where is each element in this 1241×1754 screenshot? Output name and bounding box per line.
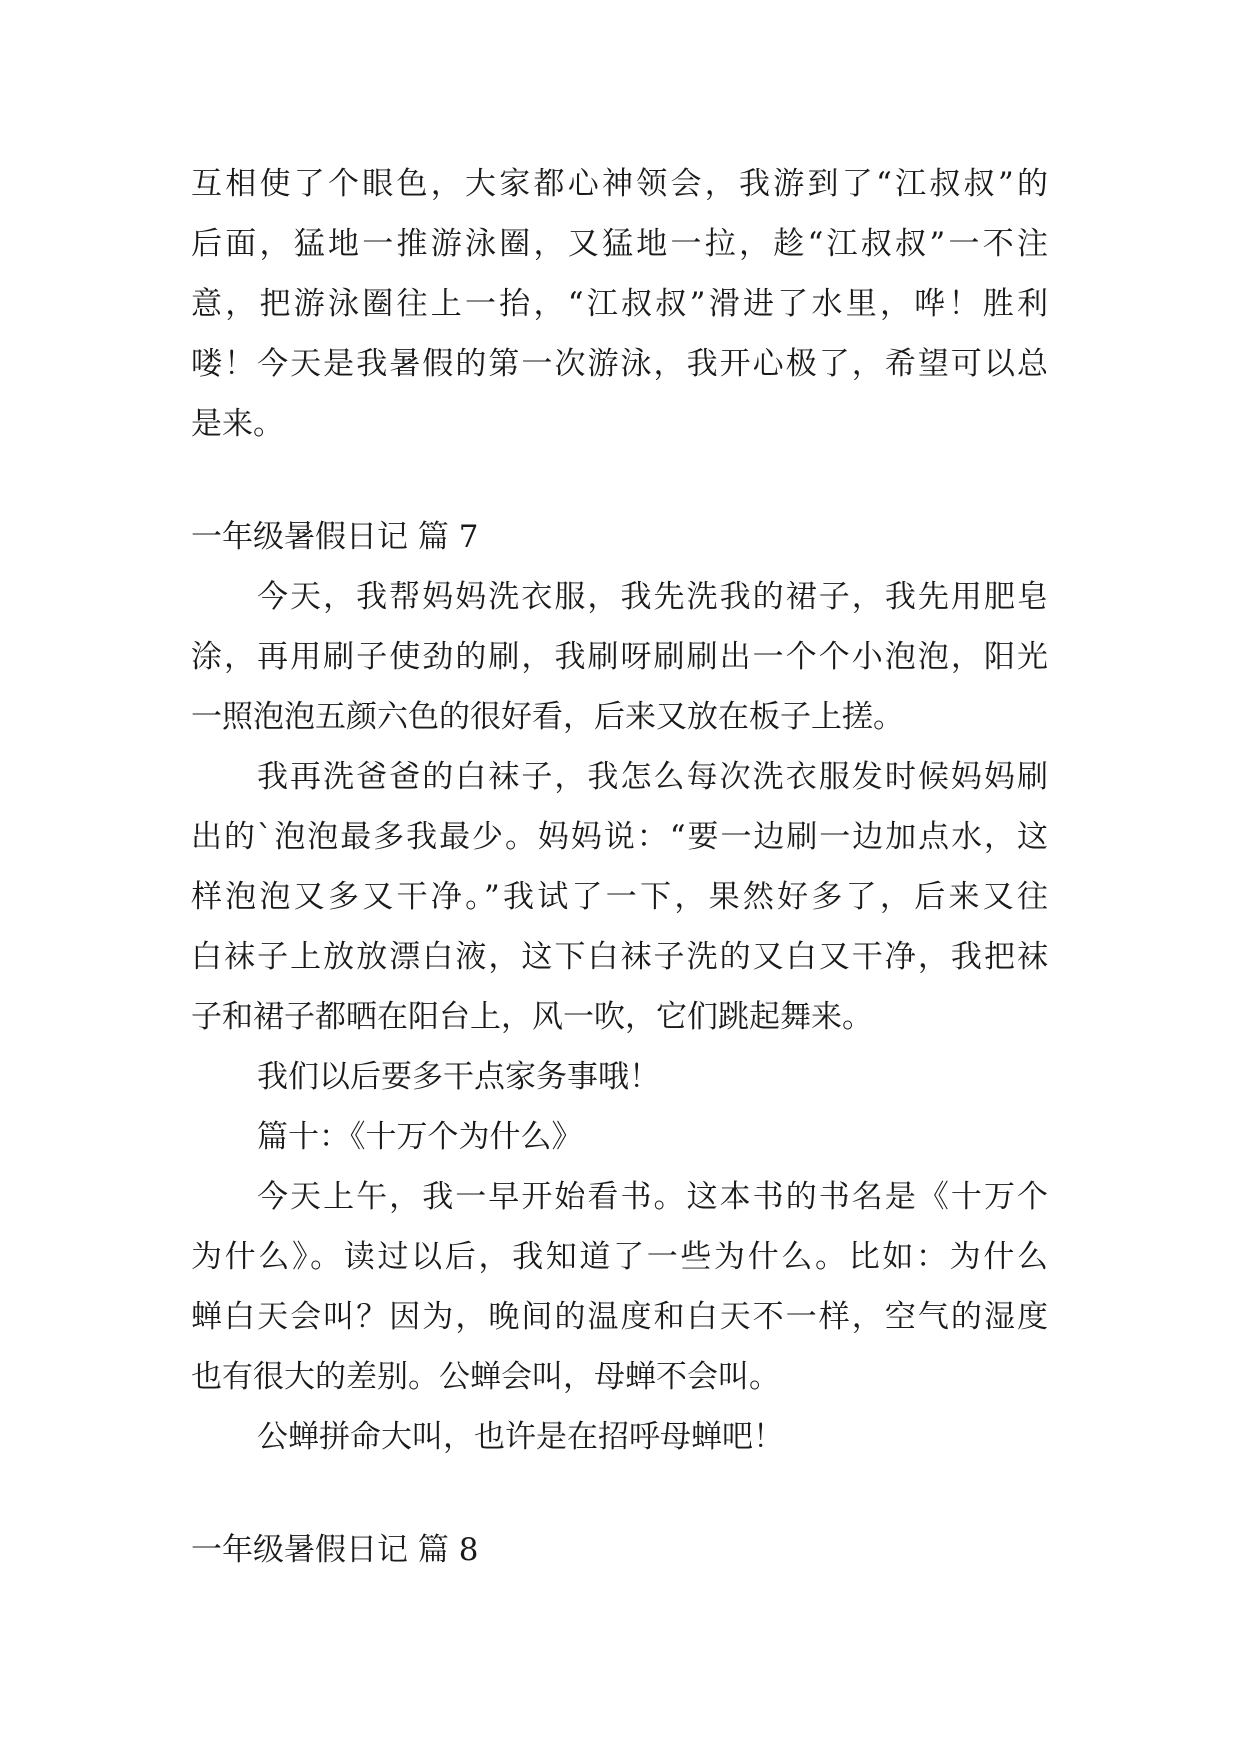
paragraph-line: 喽！今天是我暑假的第一次游泳，我开心极了，希望可以总 (191, 346, 1048, 382)
subtitle-line: 篇十：《十万个为什么》 (257, 1119, 583, 1155)
paragraph-line: 子和裙子都晒在阳台上，风一吹，它们跳起舞来。 (191, 999, 873, 1035)
section-heading-8: 一年级暑假日记 篇 8 (191, 1532, 479, 1568)
paragraph-line: 为什么》。读过以后，我知道了一些为什么。比如：为什么 (191, 1239, 1048, 1275)
paragraph-line: 白袜子上放放漂白液，这下白袜子洗的又白又干净，我把袜 (191, 939, 1048, 975)
paragraph-line: 也有很大的差别。公蝉会叫，母蝉不会叫。 (191, 1359, 780, 1395)
paragraph-line: 我再洗爸爸的白袜子，我怎么每次洗衣服发时候妈妈刷 (257, 759, 1048, 795)
paragraph-line: 公蝉拼命大叫，也许是在招呼母蝉吧！ (257, 1419, 784, 1455)
paragraph-line: 出的`泡泡最多我最少。妈妈说：“要一边刷一边加点水，这 (191, 819, 1048, 855)
paragraph-line: 今天上午，我一早开始看书。这本书的书名是《十万个 (257, 1179, 1048, 1215)
paragraph-line: 蝉白天会叫？因为，晚间的温度和白天不一样，空气的湿度 (191, 1299, 1048, 1335)
paragraph-line: 意，把游泳圈往上一抬，“江叔叔”滑进了水里，哗！胜利 (191, 286, 1048, 322)
paragraph-line: 涂，再用刷子使劲的刷，我刷呀刷刷出一个个小泡泡，阳光 (191, 639, 1048, 675)
paragraph-line: 后面，猛地一推游泳圈，又猛地一拉，趁“江叔叔”一不注 (191, 226, 1048, 262)
paragraph-line: 是来。 (191, 406, 284, 442)
section-heading-7: 一年级暑假日记 篇 7 (191, 519, 479, 555)
paragraph-line: 样泡泡又多又干净。”我试了一下，果然好多了，后来又往 (191, 879, 1048, 915)
paragraph-line: 我们以后要多干点家务事哦！ (257, 1059, 660, 1095)
paragraph-line: 互相使了个眼色，大家都心神领会，我游到了“江叔叔”的 (191, 166, 1048, 202)
paragraph-line: 一照泡泡五颜六色的很好看，后来又放在板子上搓。 (191, 699, 904, 735)
paragraph-line: 今天，我帮妈妈洗衣服，我先洗我的裙子，我先用肥皂 (257, 579, 1048, 615)
